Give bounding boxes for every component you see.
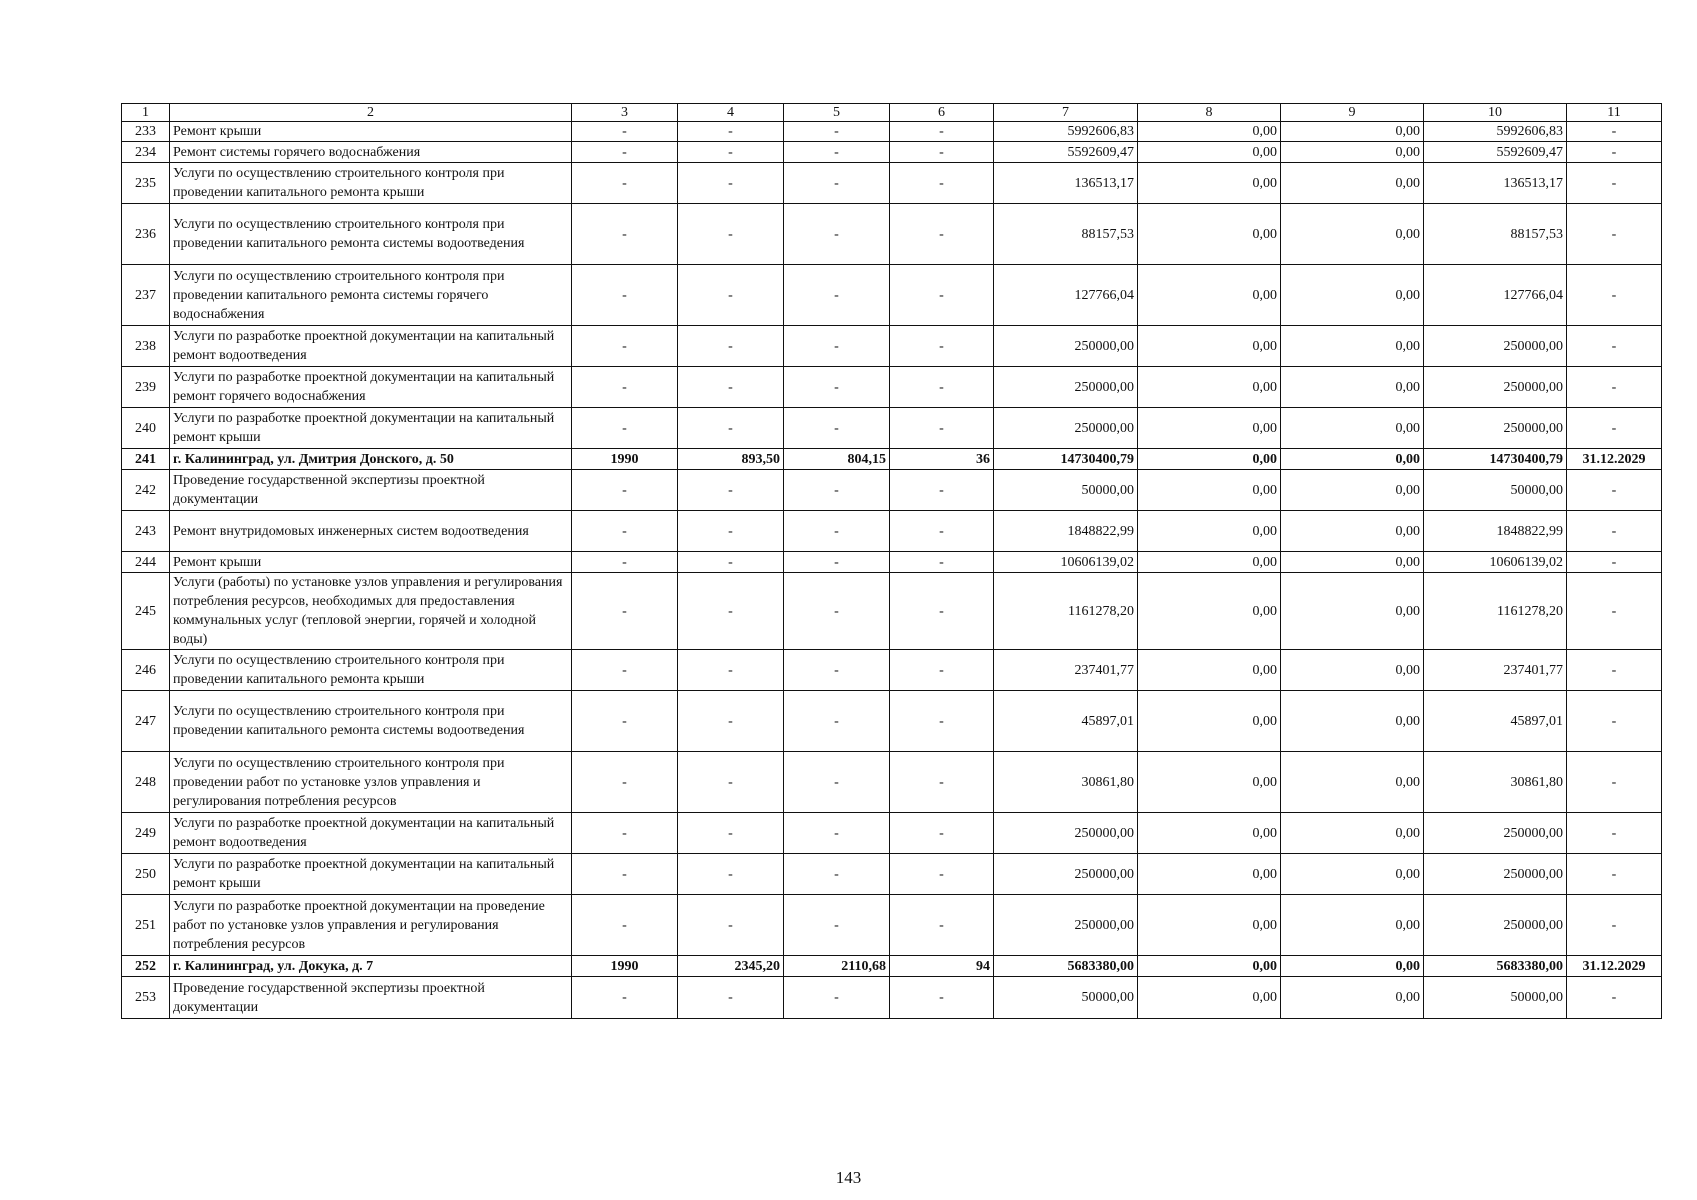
total-cost: 237401,77 xyxy=(994,650,1138,691)
total-cost: 45897,01 xyxy=(994,691,1138,752)
row-number: 234 xyxy=(122,142,170,163)
total-cost: 50000,00 xyxy=(994,977,1138,1019)
area-living: - xyxy=(784,367,890,408)
row-number: 251 xyxy=(122,895,170,956)
work-description: Услуги по разработке проектной документации на капитальный ремонт водоотведения xyxy=(170,813,572,854)
work-description: Ремонт крыши xyxy=(170,122,572,142)
residents-count: - xyxy=(890,691,994,752)
area-living: - xyxy=(784,573,890,650)
table-row xyxy=(122,573,1662,650)
table-row xyxy=(122,122,1662,142)
area-living: - xyxy=(784,511,890,552)
area-living: - xyxy=(784,691,890,752)
row-number: 242 xyxy=(122,470,170,511)
year-cell: - xyxy=(572,122,678,142)
area-total: - xyxy=(678,813,784,854)
fund-cost-2: 0,00 xyxy=(1281,895,1424,956)
year-cell: 1990 xyxy=(572,956,678,977)
year-cell: - xyxy=(572,752,678,813)
total-cost: 250000,00 xyxy=(994,854,1138,895)
owners-cost: 50000,00 xyxy=(1424,470,1567,511)
total-cost: 5992606,83 xyxy=(994,122,1138,142)
fund-cost-2: 0,00 xyxy=(1281,977,1424,1019)
completion-date: - xyxy=(1567,813,1662,854)
residents-count: - xyxy=(890,470,994,511)
total-cost: 14730400,79 xyxy=(994,449,1138,470)
year-cell: - xyxy=(572,470,678,511)
fund-cost-1: 0,00 xyxy=(1138,895,1281,956)
year-cell: - xyxy=(572,813,678,854)
completion-date: - xyxy=(1567,977,1662,1019)
work-description: Ремонт системы горячего водоснабжения xyxy=(170,142,572,163)
area-total: - xyxy=(678,691,784,752)
row-number: 244 xyxy=(122,552,170,573)
year-cell: - xyxy=(572,408,678,449)
work-description: Услуги (работы) по установке узлов управления и регулирования потребления ресурсов, необходимых для предоставления коммунальных услуг (тепловой энергии, горячей и холодной воды) xyxy=(170,573,572,650)
fund-cost-2: 0,00 xyxy=(1281,408,1424,449)
row-number: 235 xyxy=(122,163,170,204)
row-number: 246 xyxy=(122,650,170,691)
work-description: Услуги по осуществлению строительного контроля при проведении капитального ремонта крыши xyxy=(170,650,572,691)
completion-date: 31.12.2029 xyxy=(1567,449,1662,470)
table-header-row xyxy=(122,104,1662,122)
area-living: 804,15 xyxy=(784,449,890,470)
work-description: Услуги по разработке проектной документации на капитальный ремонт горячего водоснабжения xyxy=(170,367,572,408)
work-description: г. Калининград, ул. Докука, д. 7 xyxy=(170,956,572,977)
owners-cost: 45897,01 xyxy=(1424,691,1567,752)
residents-count: 36 xyxy=(890,449,994,470)
area-living: - xyxy=(784,470,890,511)
year-cell: - xyxy=(572,142,678,163)
area-living: - xyxy=(784,854,890,895)
area-total: - xyxy=(678,122,784,142)
owners-cost: 10606139,02 xyxy=(1424,552,1567,573)
completion-date: - xyxy=(1567,752,1662,813)
owners-cost: 127766,04 xyxy=(1424,265,1567,326)
fund-cost-2: 0,00 xyxy=(1281,204,1424,265)
residents-count: - xyxy=(890,895,994,956)
fund-cost-1: 0,00 xyxy=(1138,265,1281,326)
row-number: 233 xyxy=(122,122,170,142)
header-cell: 9 xyxy=(1281,104,1424,122)
fund-cost-2: 0,00 xyxy=(1281,956,1424,977)
fund-cost-2: 0,00 xyxy=(1281,470,1424,511)
area-living: - xyxy=(784,977,890,1019)
residents-count: - xyxy=(890,511,994,552)
table-body xyxy=(122,122,1662,1019)
total-cost: 1161278,20 xyxy=(994,573,1138,650)
work-description: Услуги по разработке проектной документации на капитальный ремонт водоотведения xyxy=(170,326,572,367)
area-total: - xyxy=(678,977,784,1019)
area-living: - xyxy=(784,752,890,813)
header-cell: 4 xyxy=(678,104,784,122)
area-living: - xyxy=(784,650,890,691)
completion-date: - xyxy=(1567,204,1662,265)
residents-count: - xyxy=(890,977,994,1019)
year-cell: - xyxy=(572,367,678,408)
area-total: - xyxy=(678,163,784,204)
year-cell: - xyxy=(572,691,678,752)
work-description: г. Калининград, ул. Дмитрия Донского, д. 50 xyxy=(170,449,572,470)
table-row xyxy=(122,511,1662,552)
residents-count: - xyxy=(890,573,994,650)
owners-cost: 5992606,83 xyxy=(1424,122,1567,142)
residents-count: - xyxy=(890,752,994,813)
fund-cost-1: 0,00 xyxy=(1138,854,1281,895)
total-cost: 5683380,00 xyxy=(994,956,1138,977)
header-cell: 5 xyxy=(784,104,890,122)
table-row xyxy=(122,813,1662,854)
fund-cost-2: 0,00 xyxy=(1281,813,1424,854)
fund-cost-1: 0,00 xyxy=(1138,326,1281,367)
fund-cost-1: 0,00 xyxy=(1138,142,1281,163)
work-description: Услуги по разработке проектной документации на проведение работ по установке узлов управления и регулирования потребления ресурсов xyxy=(170,895,572,956)
fund-cost-2: 0,00 xyxy=(1281,650,1424,691)
work-description: Ремонт крыши xyxy=(170,552,572,573)
fund-cost-2: 0,00 xyxy=(1281,163,1424,204)
row-number: 243 xyxy=(122,511,170,552)
table-row xyxy=(122,367,1662,408)
year-cell: - xyxy=(572,326,678,367)
area-total: - xyxy=(678,511,784,552)
residents-count: - xyxy=(890,854,994,895)
fund-cost-2: 0,00 xyxy=(1281,691,1424,752)
work-description: Проведение государственной экспертизы проектной документации xyxy=(170,470,572,511)
fund-cost-2: 0,00 xyxy=(1281,573,1424,650)
header-cell: 2 xyxy=(170,104,572,122)
fund-cost-2: 0,00 xyxy=(1281,752,1424,813)
work-description: Услуги по осуществлению строительного контроля при проведении работ по установке узлов управления и регулирования потребления ресурсов xyxy=(170,752,572,813)
owners-cost: 1161278,20 xyxy=(1424,573,1567,650)
residents-count: 94 xyxy=(890,956,994,977)
area-living: - xyxy=(784,895,890,956)
total-cost: 127766,04 xyxy=(994,265,1138,326)
row-number: 249 xyxy=(122,813,170,854)
row-number: 241 xyxy=(122,449,170,470)
fund-cost-1: 0,00 xyxy=(1138,511,1281,552)
completion-date: - xyxy=(1567,326,1662,367)
header-cell: 3 xyxy=(572,104,678,122)
table-row xyxy=(122,650,1662,691)
completion-date: - xyxy=(1567,573,1662,650)
work-description: Ремонт внутридомовых инженерных систем водоотведения xyxy=(170,511,572,552)
completion-date: - xyxy=(1567,367,1662,408)
area-living: - xyxy=(784,326,890,367)
row-number: 236 xyxy=(122,204,170,265)
total-cost: 10606139,02 xyxy=(994,552,1138,573)
owners-cost: 88157,53 xyxy=(1424,204,1567,265)
residents-count: - xyxy=(890,650,994,691)
row-number: 237 xyxy=(122,265,170,326)
completion-date: - xyxy=(1567,408,1662,449)
fund-cost-2: 0,00 xyxy=(1281,367,1424,408)
area-total: - xyxy=(678,408,784,449)
completion-date: - xyxy=(1567,691,1662,752)
total-cost: 250000,00 xyxy=(994,408,1138,449)
area-total: - xyxy=(678,367,784,408)
fund-cost-2: 0,00 xyxy=(1281,552,1424,573)
residents-count: - xyxy=(890,163,994,204)
area-total: - xyxy=(678,552,784,573)
work-description: Услуги по осуществлению строительного контроля при проведении капитального ремонта системы горячего водоснабжения xyxy=(170,265,572,326)
header-cell: 6 xyxy=(890,104,994,122)
table-row xyxy=(122,204,1662,265)
header-cell: 11 xyxy=(1567,104,1662,122)
completion-date: - xyxy=(1567,265,1662,326)
completion-date: - xyxy=(1567,142,1662,163)
fund-cost-1: 0,00 xyxy=(1138,408,1281,449)
area-total: - xyxy=(678,470,784,511)
header-cell: 8 xyxy=(1138,104,1281,122)
year-cell: - xyxy=(572,854,678,895)
work-description: Проведение государственной экспертизы проектной документации xyxy=(170,977,572,1019)
owners-cost: 5683380,00 xyxy=(1424,956,1567,977)
completion-date: - xyxy=(1567,895,1662,956)
table-row xyxy=(122,449,1662,470)
owners-cost: 14730400,79 xyxy=(1424,449,1567,470)
total-cost: 250000,00 xyxy=(994,895,1138,956)
work-description: Услуги по осуществлению строительного контроля при проведении капитального ремонта системы водоотведения xyxy=(170,691,572,752)
table-row xyxy=(122,691,1662,752)
completion-date: - xyxy=(1567,854,1662,895)
area-living: - xyxy=(784,408,890,449)
completion-date: - xyxy=(1567,650,1662,691)
fund-cost-1: 0,00 xyxy=(1138,691,1281,752)
fund-cost-1: 0,00 xyxy=(1138,367,1281,408)
fund-cost-1: 0,00 xyxy=(1138,956,1281,977)
residents-count: - xyxy=(890,326,994,367)
owners-cost: 250000,00 xyxy=(1424,854,1567,895)
year-cell: - xyxy=(572,265,678,326)
work-description: Услуги по разработке проектной документации на капитальный ремонт крыши xyxy=(170,408,572,449)
row-number: 247 xyxy=(122,691,170,752)
fund-cost-1: 0,00 xyxy=(1138,163,1281,204)
year-cell: - xyxy=(572,895,678,956)
table-row xyxy=(122,265,1662,326)
table-row xyxy=(122,752,1662,813)
total-cost: 30861,80 xyxy=(994,752,1138,813)
completion-date: - xyxy=(1567,470,1662,511)
work-description: Услуги по осуществлению строительного контроля при проведении капитального ремонта крыши xyxy=(170,163,572,204)
area-total: - xyxy=(678,326,784,367)
owners-cost: 30861,80 xyxy=(1424,752,1567,813)
residents-count: - xyxy=(890,552,994,573)
area-total: - xyxy=(678,854,784,895)
header-cell: 1 xyxy=(122,104,170,122)
fund-cost-1: 0,00 xyxy=(1138,122,1281,142)
area-total: - xyxy=(678,573,784,650)
fund-cost-1: 0,00 xyxy=(1138,650,1281,691)
row-number: 245 xyxy=(122,573,170,650)
residents-count: - xyxy=(890,204,994,265)
total-cost: 250000,00 xyxy=(994,367,1138,408)
year-cell: - xyxy=(572,163,678,204)
year-cell: - xyxy=(572,511,678,552)
table-row xyxy=(122,552,1662,573)
row-number: 253 xyxy=(122,977,170,1019)
year-cell: - xyxy=(572,650,678,691)
area-living: 2110,68 xyxy=(784,956,890,977)
area-living: - xyxy=(784,204,890,265)
completion-date: - xyxy=(1567,163,1662,204)
year-cell: - xyxy=(572,552,678,573)
owners-cost: 136513,17 xyxy=(1424,163,1567,204)
total-cost: 50000,00 xyxy=(994,470,1138,511)
total-cost: 1848822,99 xyxy=(994,511,1138,552)
area-living: - xyxy=(784,163,890,204)
fund-cost-2: 0,00 xyxy=(1281,511,1424,552)
area-living: - xyxy=(784,142,890,163)
owners-cost: 250000,00 xyxy=(1424,813,1567,854)
table-row xyxy=(122,470,1662,511)
header-cell: 7 xyxy=(994,104,1138,122)
area-total: - xyxy=(678,204,784,265)
fund-cost-1: 0,00 xyxy=(1138,752,1281,813)
table-row xyxy=(122,895,1662,956)
table-row xyxy=(122,142,1662,163)
table-row xyxy=(122,854,1662,895)
fund-cost-2: 0,00 xyxy=(1281,142,1424,163)
row-number: 248 xyxy=(122,752,170,813)
total-cost: 136513,17 xyxy=(994,163,1138,204)
area-total: 893,50 xyxy=(678,449,784,470)
table-row xyxy=(122,956,1662,977)
fund-cost-2: 0,00 xyxy=(1281,122,1424,142)
fund-cost-1: 0,00 xyxy=(1138,573,1281,650)
owners-cost: 250000,00 xyxy=(1424,408,1567,449)
table-row xyxy=(122,977,1662,1019)
total-cost: 5592609,47 xyxy=(994,142,1138,163)
fund-cost-1: 0,00 xyxy=(1138,552,1281,573)
area-living: - xyxy=(784,122,890,142)
completion-date: 31.12.2029 xyxy=(1567,956,1662,977)
total-cost: 250000,00 xyxy=(994,813,1138,854)
work-description: Услуги по осуществлению строительного контроля при проведении капитального ремонта системы водоотведения xyxy=(170,204,572,265)
owners-cost: 50000,00 xyxy=(1424,977,1567,1019)
residents-count: - xyxy=(890,265,994,326)
fund-cost-1: 0,00 xyxy=(1138,813,1281,854)
residents-count: - xyxy=(890,142,994,163)
area-living: - xyxy=(784,813,890,854)
fund-cost-1: 0,00 xyxy=(1138,204,1281,265)
fund-cost-1: 0,00 xyxy=(1138,470,1281,511)
completion-date: - xyxy=(1567,552,1662,573)
table-row xyxy=(122,163,1662,204)
total-cost: 88157,53 xyxy=(994,204,1138,265)
year-cell: - xyxy=(572,977,678,1019)
area-living: - xyxy=(784,265,890,326)
year-cell: - xyxy=(572,204,678,265)
works-table xyxy=(121,103,1662,1019)
residents-count: - xyxy=(890,813,994,854)
area-total: - xyxy=(678,895,784,956)
row-number: 239 xyxy=(122,367,170,408)
work-description: Услуги по разработке проектной документации на капитальный ремонт крыши xyxy=(170,854,572,895)
area-total: - xyxy=(678,265,784,326)
owners-cost: 250000,00 xyxy=(1424,895,1567,956)
completion-date: - xyxy=(1567,122,1662,142)
owners-cost: 250000,00 xyxy=(1424,367,1567,408)
area-living: - xyxy=(784,552,890,573)
fund-cost-2: 0,00 xyxy=(1281,449,1424,470)
row-number: 238 xyxy=(122,326,170,367)
area-total: - xyxy=(678,142,784,163)
area-total: 2345,20 xyxy=(678,956,784,977)
owners-cost: 250000,00 xyxy=(1424,326,1567,367)
completion-date: - xyxy=(1567,511,1662,552)
owners-cost: 237401,77 xyxy=(1424,650,1567,691)
total-cost: 250000,00 xyxy=(994,326,1138,367)
owners-cost: 1848822,99 xyxy=(1424,511,1567,552)
year-cell: 1990 xyxy=(572,449,678,470)
residents-count: - xyxy=(890,367,994,408)
fund-cost-1: 0,00 xyxy=(1138,977,1281,1019)
fund-cost-2: 0,00 xyxy=(1281,854,1424,895)
residents-count: - xyxy=(890,408,994,449)
table-row xyxy=(122,408,1662,449)
fund-cost-2: 0,00 xyxy=(1281,265,1424,326)
fund-cost-1: 0,00 xyxy=(1138,449,1281,470)
area-total: - xyxy=(678,650,784,691)
area-total: - xyxy=(678,752,784,813)
fund-cost-2: 0,00 xyxy=(1281,326,1424,367)
year-cell: - xyxy=(572,573,678,650)
table-row xyxy=(122,326,1662,367)
row-number: 240 xyxy=(122,408,170,449)
owners-cost: 5592609,47 xyxy=(1424,142,1567,163)
page-number: 143 xyxy=(835,1168,862,1187)
residents-count: - xyxy=(890,122,994,142)
row-number: 252 xyxy=(122,956,170,977)
header-cell: 10 xyxy=(1424,104,1567,122)
row-number: 250 xyxy=(122,854,170,895)
